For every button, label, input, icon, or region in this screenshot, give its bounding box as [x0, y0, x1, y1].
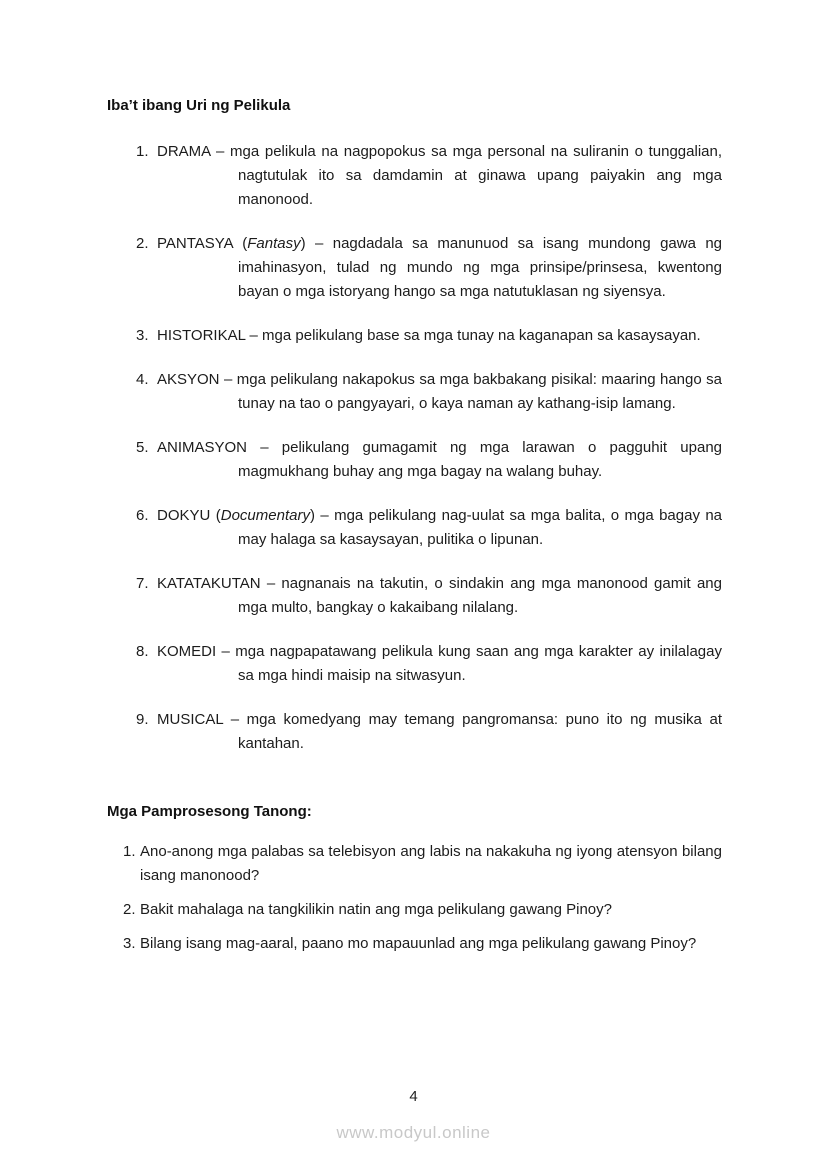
film-type-item	[107, 640, 722, 688]
film-type-item	[107, 708, 722, 756]
item-term: DRAMA	[157, 143, 211, 160]
item-number: 4.	[136, 371, 149, 388]
film-type-item	[107, 368, 722, 416]
question-text: Bakit mahalaga na tangkilikin natin ang mga pelikulang gawang Pinoy?	[140, 901, 612, 918]
film-type-item	[107, 436, 722, 484]
question-number: 2.	[123, 901, 136, 918]
item-number: 3.	[136, 327, 149, 344]
item-term: MUSICAL	[157, 711, 224, 728]
film-type-item	[107, 504, 722, 552]
question-text: Bilang isang mag-aaral, paano mo mapauunlad ang mga pelikulang gawang Pinoy?	[140, 935, 697, 952]
section-title-questions: Mga Pamprosesong Tanong:	[107, 803, 312, 820]
watermark-text: www.modyul.online	[336, 1123, 491, 1142]
film-type-item	[107, 572, 722, 620]
questions-list	[107, 840, 722, 956]
question-item	[107, 932, 722, 956]
section-title-film-types: Iba’t ibang Uri ng Pelikula	[107, 97, 291, 114]
item-number: 1.	[136, 143, 149, 160]
item-alt-term: (Fantasy)	[242, 235, 306, 252]
item-description: – mga pelikulang nag-uulat sa mga balita, o mga bagay na may halaga sa kasaysayan, pulitika o lipunan.	[238, 507, 723, 548]
item-description: – nagdadala sa manunuod sa isang mundong gawa ng imahinasyon, tulad ng mundo ng mga prinsipe/prinsesa, kwentong bayan o mga istoryang hango sa mga natutuklasan ng siyensya.	[238, 235, 723, 300]
item-number: 7.	[136, 575, 149, 592]
item-description: – pelikulang gumagamit ng mga larawan o pagguhit upang magmukhang buhay ang mga bagay na walang buhay.	[238, 439, 723, 480]
item-number: 6.	[136, 507, 149, 524]
item-alt-term: (Documentary)	[215, 507, 315, 524]
item-term: AKSYON	[157, 371, 220, 388]
item-term: HISTORIKAL	[157, 327, 246, 344]
item-alt-term-italic: Fantasy	[247, 235, 301, 252]
item-term: KATATAKUTAN	[157, 575, 261, 592]
item-number: 5.	[136, 439, 149, 456]
film-type-item	[107, 140, 722, 212]
item-description: – mga pelikula na nagpopokus sa mga personal na suliranin o tunggalian, nagtutulak ito sa damdamin at ginawa upang paiyakin ang mga manonood.	[216, 143, 723, 208]
item-description: – mga nagpapatawang pelikula kung saan ang mga karakter ay inilalagay sa mga hindi maisip na sitwasyun.	[221, 643, 722, 684]
question-number: 1.	[123, 843, 136, 860]
film-type-item	[107, 324, 722, 348]
item-number: 2.	[136, 235, 149, 252]
question-item	[107, 898, 722, 922]
question-item	[107, 840, 722, 888]
film-types-list	[107, 140, 722, 756]
item-description: – mga pelikulang base sa mga tunay na kaganapan sa kasaysayan.	[249, 327, 701, 344]
item-alt-term-italic: Documentary	[220, 507, 310, 524]
item-term: ANIMASYON	[157, 439, 248, 456]
item-term: KOMEDI	[157, 643, 217, 660]
item-number: 8.	[136, 643, 149, 660]
item-description: – mga komedyang may temang pangromansa: puno ito ng musika at kantahan.	[230, 711, 722, 752]
question-number: 3.	[123, 935, 136, 952]
item-term: DOKYU	[157, 507, 211, 524]
item-description: – mga pelikulang nakapokus sa mga bakbakang pisikal: maaring hango sa tunay na tao o pangyayari, o kaya naman ay kathang-isip lamang.	[223, 371, 722, 412]
item-description: – nagnanais na takutin, o sindakin ang mga manonood gamit ang mga multo, bangkay o kakaibang nilalang.	[238, 575, 722, 616]
question-text: Ano-anong mga palabas sa telebisyon ang labis na nakakuha ng iyong atensyon bilang isang manonood?	[140, 843, 722, 884]
item-term: PANTASYA	[157, 235, 233, 252]
film-type-item	[107, 232, 722, 304]
item-number: 9.	[136, 711, 149, 728]
page-number: 4	[409, 1088, 418, 1105]
